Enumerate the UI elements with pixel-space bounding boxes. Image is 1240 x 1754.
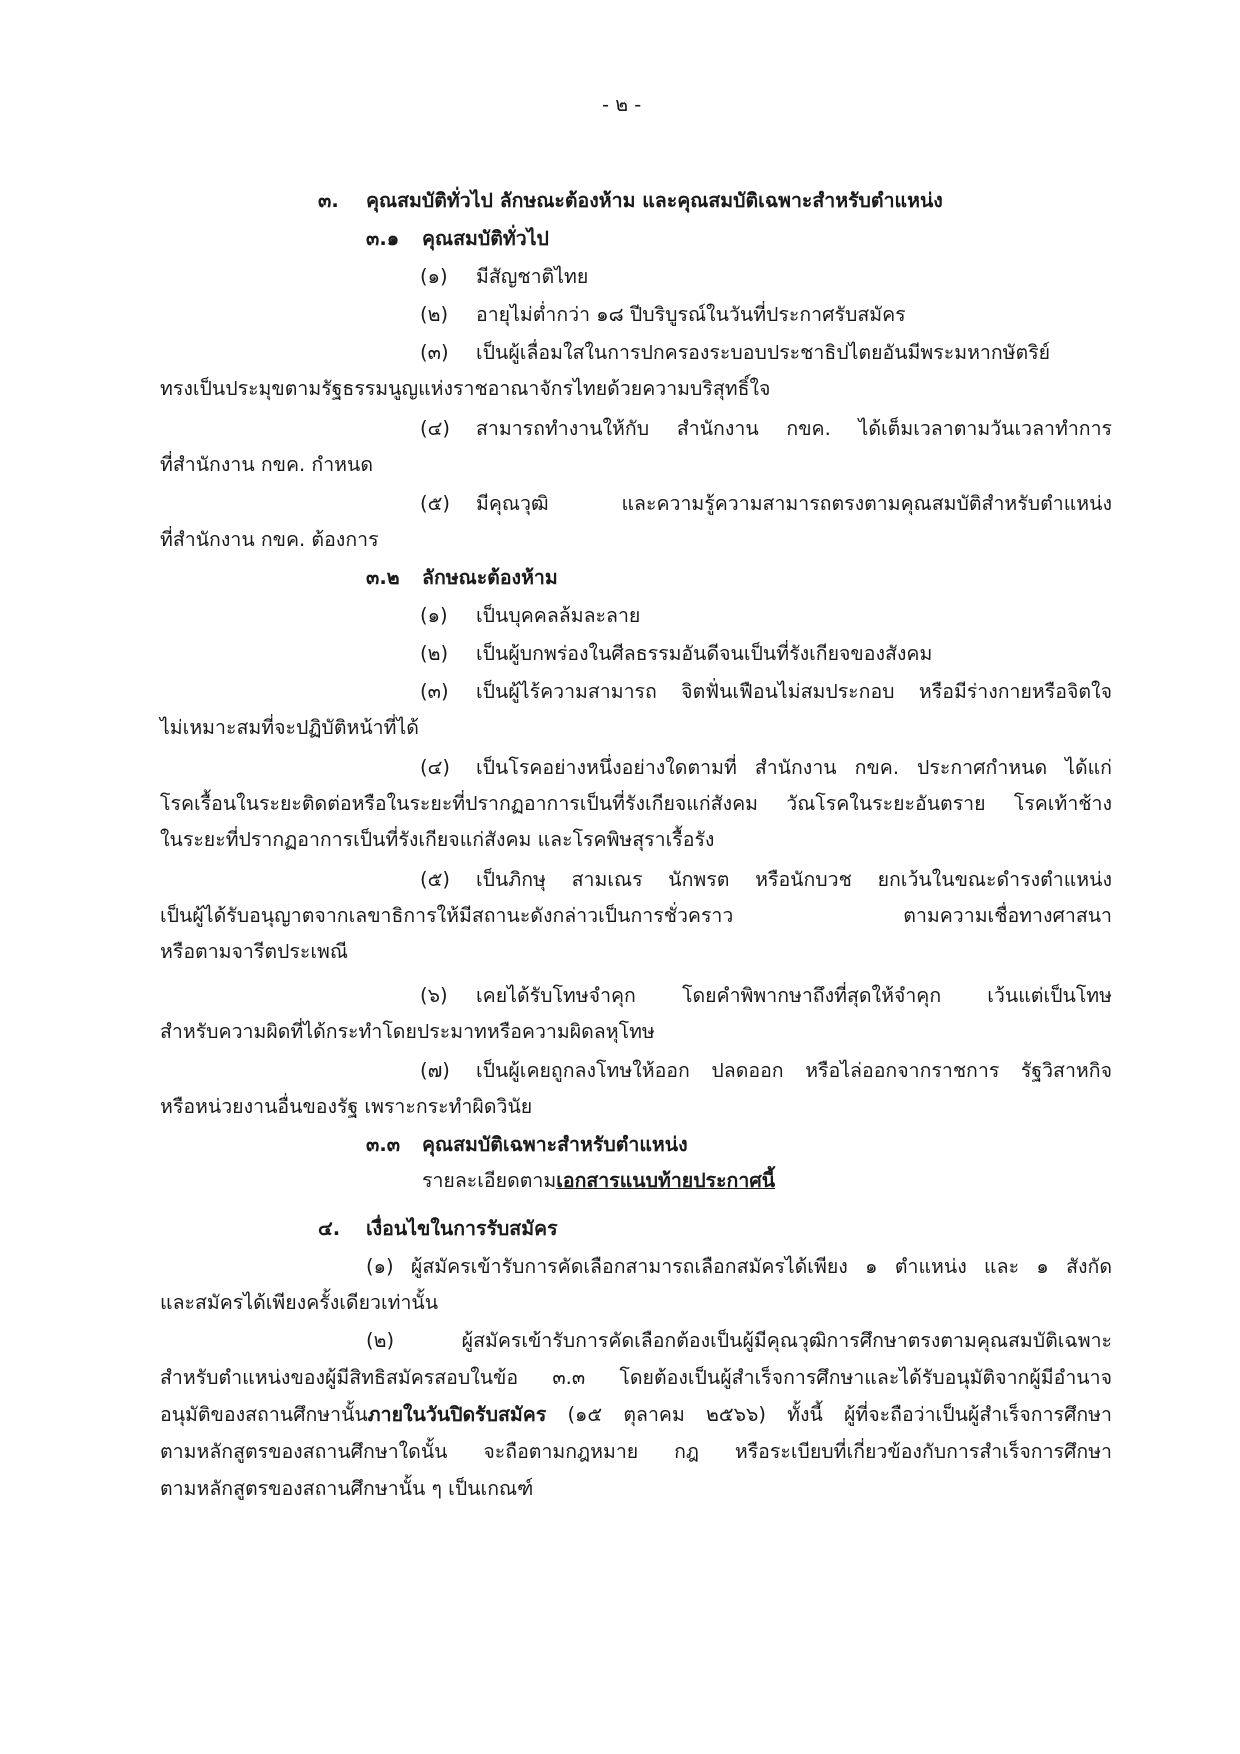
text-run: (๑๕ ตุลาคม ๒๕๖๖) ทั้งนี้ ผู้ที่จะถือว่าเป็นผู้สำเร็จการศึกษา bbox=[546, 1403, 1112, 1426]
item-number: (๑) bbox=[420, 604, 448, 627]
paragraph-4-1-continuation: และสมัครได้เพียงครั้งเดียวเท่านั้น bbox=[160, 1291, 439, 1314]
item-text: เป็นโรคอย่างหนึ่งอย่างใดตามที่ สำนักงาน กขค. ประกาศกำหนด ได้แก่ bbox=[476, 756, 1112, 779]
attachment-reference: เอกสารแนบท้ายประกาศนี้ bbox=[556, 1169, 776, 1192]
paragraph-4-2: (๒) ผู้สมัครเข้ารับการคัดเลือกต้องเป็นผู้มีคุณวุฒิการศึกษาตรงตามคุณสมบัติเฉพาะ bbox=[366, 1329, 1112, 1352]
paragraph-4-2-line: ตามหลักสูตรของสถานศึกษานั้น ๆ เป็นเกณฑ์ bbox=[160, 1477, 534, 1500]
paragraph-4-2-line: ตามหลักสูตรของสถานศึกษาใดนั้น จะถือตามกฎหมาย กฎ หรือระเบียบที่เกี่ยวข้องกับการสำเร็จการศึกษา bbox=[160, 1440, 1112, 1463]
section-4-title: เงื่อนไขในการรับสมัคร bbox=[366, 1217, 558, 1240]
item-continuation: ที่สำนักงาน กขค. ต้องการ bbox=[160, 528, 379, 551]
item-continuation: เป็นผู้ได้รับอนุญาตจากเลขาธิการให้มีสถานะดังกล่าวเป็นการชั่วคราว ตามความเชื่อทางศาสนา bbox=[160, 904, 1112, 927]
item-text: สามารถทำงานให้กับ สำนักงาน กขค. ได้เต็มเวลาตามวันเวลาทำการ bbox=[476, 417, 1112, 440]
item-text: เป็นผู้เคยถูกลงโทษให้ออก ปลดออก หรือไล่ออกจากราชการ รัฐวิสาหกิจ bbox=[476, 1059, 1112, 1082]
item-text: เป็นภิกษุ สามเณร นักพรต หรือนักบวช ยกเว้นในขณะดำรงตำแหน่ง bbox=[476, 868, 1112, 891]
item-number: (๖) bbox=[420, 984, 448, 1007]
item-number: (๔) bbox=[420, 417, 450, 440]
item-text: มีคุณวุฒิ และความรู้ความสามารถตรงตามคุณสมบัติสำหรับตำแหน่ง bbox=[476, 492, 1112, 515]
item-number: (๕) bbox=[420, 868, 450, 891]
item-number: (๒) bbox=[420, 303, 449, 326]
item-text: เป็นผู้บกพร่องในศีลธรรมอันดีจนเป็นที่รังเกียจของสังคม bbox=[476, 642, 933, 665]
item-number: (๒) bbox=[420, 642, 449, 665]
item-number: (๓) bbox=[420, 680, 449, 703]
paragraph-4-2-line bbox=[160, 1404, 1112, 1426]
item-continuation: ไม่เหมาะสมที่จะปฏิบัติหน้าที่ได้ bbox=[160, 716, 419, 739]
item-number: (๑) bbox=[420, 265, 448, 288]
section-3-number: ๓. bbox=[318, 189, 339, 212]
section-3-3-number: ๓.๓ bbox=[366, 1133, 401, 1156]
item-continuation: ที่สำนักงาน กขค. กำหนด bbox=[160, 453, 374, 476]
paragraph-4-1: (๑) ผู้สมัครเข้ารับการคัดเลือกสามารถเลือกสมัครได้เพียง ๑ ตำแหน่ง และ ๑ สังกัด bbox=[366, 1255, 1112, 1278]
item-number: (๓) bbox=[420, 341, 449, 364]
item-continuation: หรือหน่วยงานอื่นของรัฐ เพราะกระทำผิดวินัย bbox=[160, 1095, 533, 1118]
deadline-emphasis: ภายในวันปิดรับสมัคร bbox=[367, 1403, 547, 1426]
item-text: เป็นผู้เลื่อมใสในการปกครองระบอบประชาธิปไตยอันมีพระมหากษัตริย์ bbox=[476, 341, 1051, 364]
item-number: (๗) bbox=[420, 1059, 450, 1082]
section-3-2-number: ๓.๒ bbox=[366, 566, 400, 589]
item-text: มีสัญชาติไทย bbox=[476, 265, 589, 288]
detail-prefix: รายละเอียดตาม bbox=[422, 1169, 557, 1192]
item-continuation: โรคเรื้อนในระยะติดต่อหรือในระยะที่ปรากฏอาการเป็นที่รังเกียจแก่สังคม วัณโรคในระยะอันตราย โรคเท้าช้าง bbox=[160, 792, 1112, 815]
section-3-3-title: คุณสมบัติเฉพาะสำหรับตำแหน่ง bbox=[422, 1133, 688, 1156]
item-number: (๕) bbox=[420, 492, 450, 515]
item-text: เคยได้รับโทษจำคุก โดยคำพิพากษาถึงที่สุดให้จำคุก เว้นแต่เป็นโทษ bbox=[476, 984, 1112, 1007]
section-3-3-detail bbox=[422, 1170, 775, 1192]
section-3-1-number: ๓.๑ bbox=[366, 227, 400, 250]
item-number: (๔) bbox=[420, 756, 450, 779]
section-3-2-title: ลักษณะต้องห้าม bbox=[422, 566, 558, 589]
text-run: อนุมัติของสถานศึกษานั้น bbox=[160, 1403, 368, 1426]
section-3-title: คุณสมบัติทั่วไป ลักษณะต้องห้าม และคุณสมบัติเฉพาะสำหรับตำแหน่ง bbox=[366, 189, 943, 212]
page-number: - ๒ - bbox=[602, 93, 642, 116]
item-text: อายุไม่ต่ำกว่า ๑๘ ปีบริบูรณ์ในวันที่ประกาศรับสมัคร bbox=[476, 303, 906, 326]
section-4-number: ๔. bbox=[318, 1217, 341, 1240]
item-text: เป็นผู้ไร้ความสามารถ จิตฟั่นเฟือนไม่สมประกอบ หรือมีร่างกายหรือจิตใจ bbox=[476, 680, 1112, 703]
section-3-1-title: คุณสมบัติทั่วไป bbox=[422, 227, 549, 250]
paragraph-4-2-line: สำหรับตำแหน่งของผู้มีสิทธิสมัครสอบในข้อ ๓.๓ โดยต้องเป็นผู้สำเร็จการศึกษาและได้รับอนุมัติจากผู้มีอำนาจ bbox=[160, 1366, 1112, 1389]
item-continuation: ทรงเป็นประมุขตามรัฐธรรมนูญแห่งราชอาณาจักรไทยด้วยความบริสุทธิ์ใจ bbox=[160, 377, 771, 400]
item-text: เป็นบุคคลล้มละลาย bbox=[476, 604, 641, 627]
item-continuation: ในระยะที่ปรากฏอาการเป็นที่รังเกียจแก่สังคม และโรคพิษสุราเรื้อรัง bbox=[160, 828, 715, 851]
item-continuation: หรือตามจารีตประเพณี bbox=[160, 940, 348, 963]
item-continuation: สำหรับความผิดที่ได้กระทำโดยประมาทหรือความผิดลหุโทษ bbox=[160, 1020, 655, 1043]
